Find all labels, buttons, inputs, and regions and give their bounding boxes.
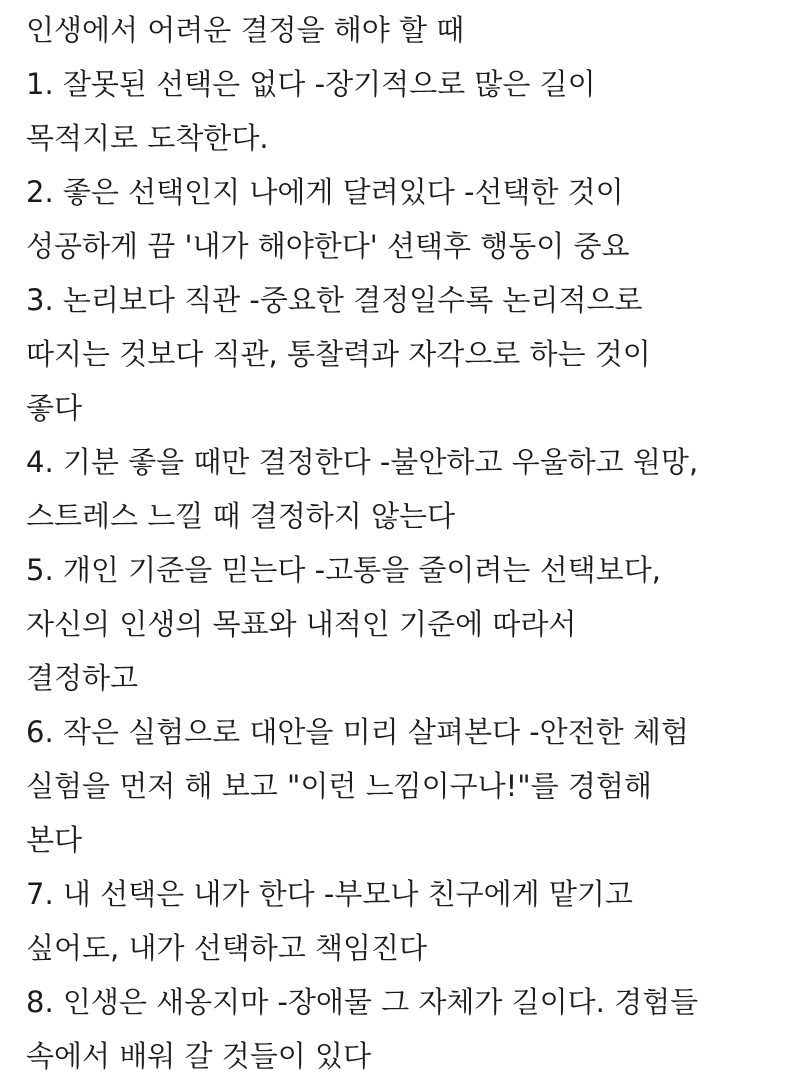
text-line: 본다: [26, 823, 83, 857]
text-line: 4. 기분 좋을 때만 결정한다 -불안하고 우울하고 원망,: [26, 445, 699, 479]
text-line: 7. 내 선택은 내가 한다 -부모나 친구에게 맡기고: [26, 877, 633, 911]
document-title: 인생에서 어려운 결정을 해야 할 때: [26, 13, 465, 47]
text-line: 3. 논리보다 직관 -중요한 결정일수록 논리적으로: [26, 283, 643, 317]
text-line: 싶어도, 내가 선택하고 책임진다: [26, 931, 428, 965]
text-line: 목적지로 도착한다.: [26, 121, 269, 155]
text-line: 성공하게 끔 '내가 해야한다' 션택후 행동이 중요: [26, 229, 630, 263]
text-line: 결정하고: [26, 661, 139, 695]
text-line: 실험을 먼저 해 보고 "이런 느낌이구나!"를 경험해: [26, 769, 652, 803]
text-line: 6. 작은 실험으로 대안을 미리 살펴본다 -안전한 체험: [26, 715, 689, 749]
document-body: [26, 10, 796, 1090]
text-line: 따지는 것보다 직관, 통찰력과 자각으로 하는 것이: [26, 337, 651, 371]
text-line: 8. 인생은 새옹지마 -장애물 그 자체가 길이다. 경험들: [26, 985, 699, 1019]
text-line: 1. 잘못된 선택은 없다 -장기적으로 많은 길이: [26, 67, 596, 101]
text-line: 속에서 배워 갈 것들이 있다: [26, 1039, 372, 1073]
text-line: 스트레스 느낄 때 결정하지 않는다: [26, 499, 456, 533]
text-line: 자신의 인생의 목표와 내적인 기준에 따라서: [26, 607, 577, 641]
text-line: 2. 좋은 선택인지 나에게 달려있다 -선택한 것이: [26, 175, 624, 209]
text-line: 5. 개인 기준을 믿는다 -고통을 줄이려는 선택보다,: [26, 553, 661, 587]
text-line: 좋다: [26, 391, 83, 425]
